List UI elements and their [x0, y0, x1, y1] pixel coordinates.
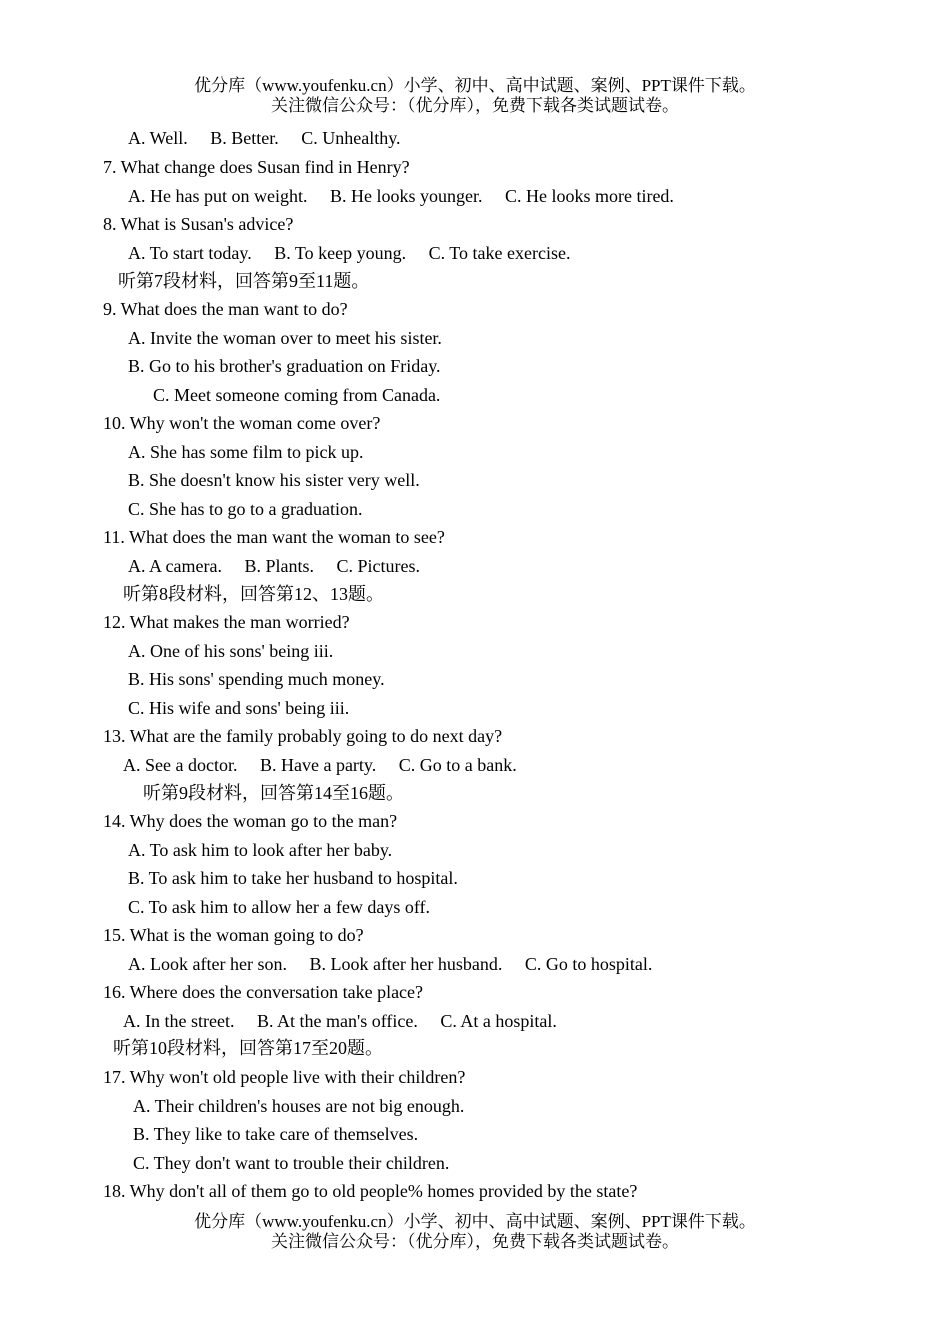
question: 11. What does the man want the woman to see?	[103, 527, 445, 547]
page-header	[0, 76, 950, 116]
answer-option: C. His wife and sons' being iii.	[128, 698, 350, 718]
section-instruction: 听第9段材料，回答第14至16题。	[143, 783, 404, 803]
answer-option: C. They don't want to trouble their children.	[133, 1153, 450, 1173]
answer-options: A. He has put on weight. B. He looks younger. C. He looks more tired.	[128, 186, 674, 206]
header-line-2: 关注微信公众号：（优分库），免费下载各类试题试卷。	[271, 96, 679, 115]
question: 18. Why don't all of them go to old people% homes provided by the state?	[103, 1181, 638, 1201]
answer-options: A. Look after her son. B. Look after her husband. C. Go to hospital.	[128, 954, 653, 974]
question: 12. What makes the man worried?	[103, 612, 350, 632]
answer-option: C. She has to go to a graduation.	[128, 499, 363, 519]
question: 17. Why won't old people live with their children?	[103, 1067, 466, 1087]
answer-options: A. See a doctor. B. Have a party. C. Go to a bank.	[123, 755, 517, 775]
answer-option: A. Invite the woman over to meet his sister.	[128, 328, 442, 348]
answer-option: A. To ask him to look after her baby.	[128, 840, 393, 860]
answer-option: A. She has some film to pick up.	[128, 442, 364, 462]
question: 16. Where does the conversation take place?	[103, 982, 424, 1002]
answer-option: B. They like to take care of themselves.	[133, 1124, 419, 1144]
question: 9. What does the man want to do?	[103, 299, 348, 319]
answer-option: B. To ask him to take her husband to hospital.	[128, 868, 458, 888]
answer-option: B. She doesn't know his sister very well.	[128, 470, 420, 490]
answer-options: A. In the street. B. At the man's office. C. At a hospital.	[123, 1011, 557, 1031]
question: 14. Why does the woman go to the man?	[103, 811, 398, 831]
answer-option: C. Meet someone coming from Canada.	[153, 385, 441, 405]
answer-options: A. To start today. B. To keep young. C. To take exercise.	[128, 243, 571, 263]
section-instruction: 听第8段材料，回答第12、13题。	[123, 584, 384, 604]
answer-option: C. To ask him to allow her a few days off.	[128, 897, 431, 917]
question: 8. What is Susan's advice?	[103, 214, 294, 234]
answer-options: A. Well. B. Better. C. Unhealthy.	[128, 128, 401, 148]
header-line-1: 优分库（www.youfenku.cn）小学、初中、高中试题、案例、PPT课件下载。	[194, 76, 756, 95]
question: 13. What are the family probably going to do next day?	[103, 726, 503, 746]
question: 10. Why won't the woman come over?	[103, 413, 381, 433]
footer-line-1: 优分库（www.youfenku.cn）小学、初中、高中试题、案例、PPT课件下载。	[194, 1212, 756, 1231]
answer-option: B. His sons' spending much money.	[128, 669, 385, 689]
question: 7. What change does Susan find in Henry?	[103, 157, 410, 177]
footer-line-2: 关注微信公众号：（优分库），免费下载各类试题试卷。	[271, 1232, 679, 1251]
page-footer	[0, 1212, 950, 1252]
question: 15. What is the woman going to do?	[103, 925, 364, 945]
answer-option: A. One of his sons' being iii.	[128, 641, 334, 661]
answer-option: B. Go to his brother's graduation on Friday.	[128, 356, 441, 376]
answer-option: A. Their children's houses are not big enough.	[133, 1096, 465, 1116]
answer-options: A. A camera. B. Plants. C. Pictures.	[128, 556, 420, 576]
section-instruction: 听第10段材料，回答第17至20题。	[113, 1038, 383, 1058]
section-instruction: 听第7段材料，回答第9至11题。	[118, 271, 370, 291]
